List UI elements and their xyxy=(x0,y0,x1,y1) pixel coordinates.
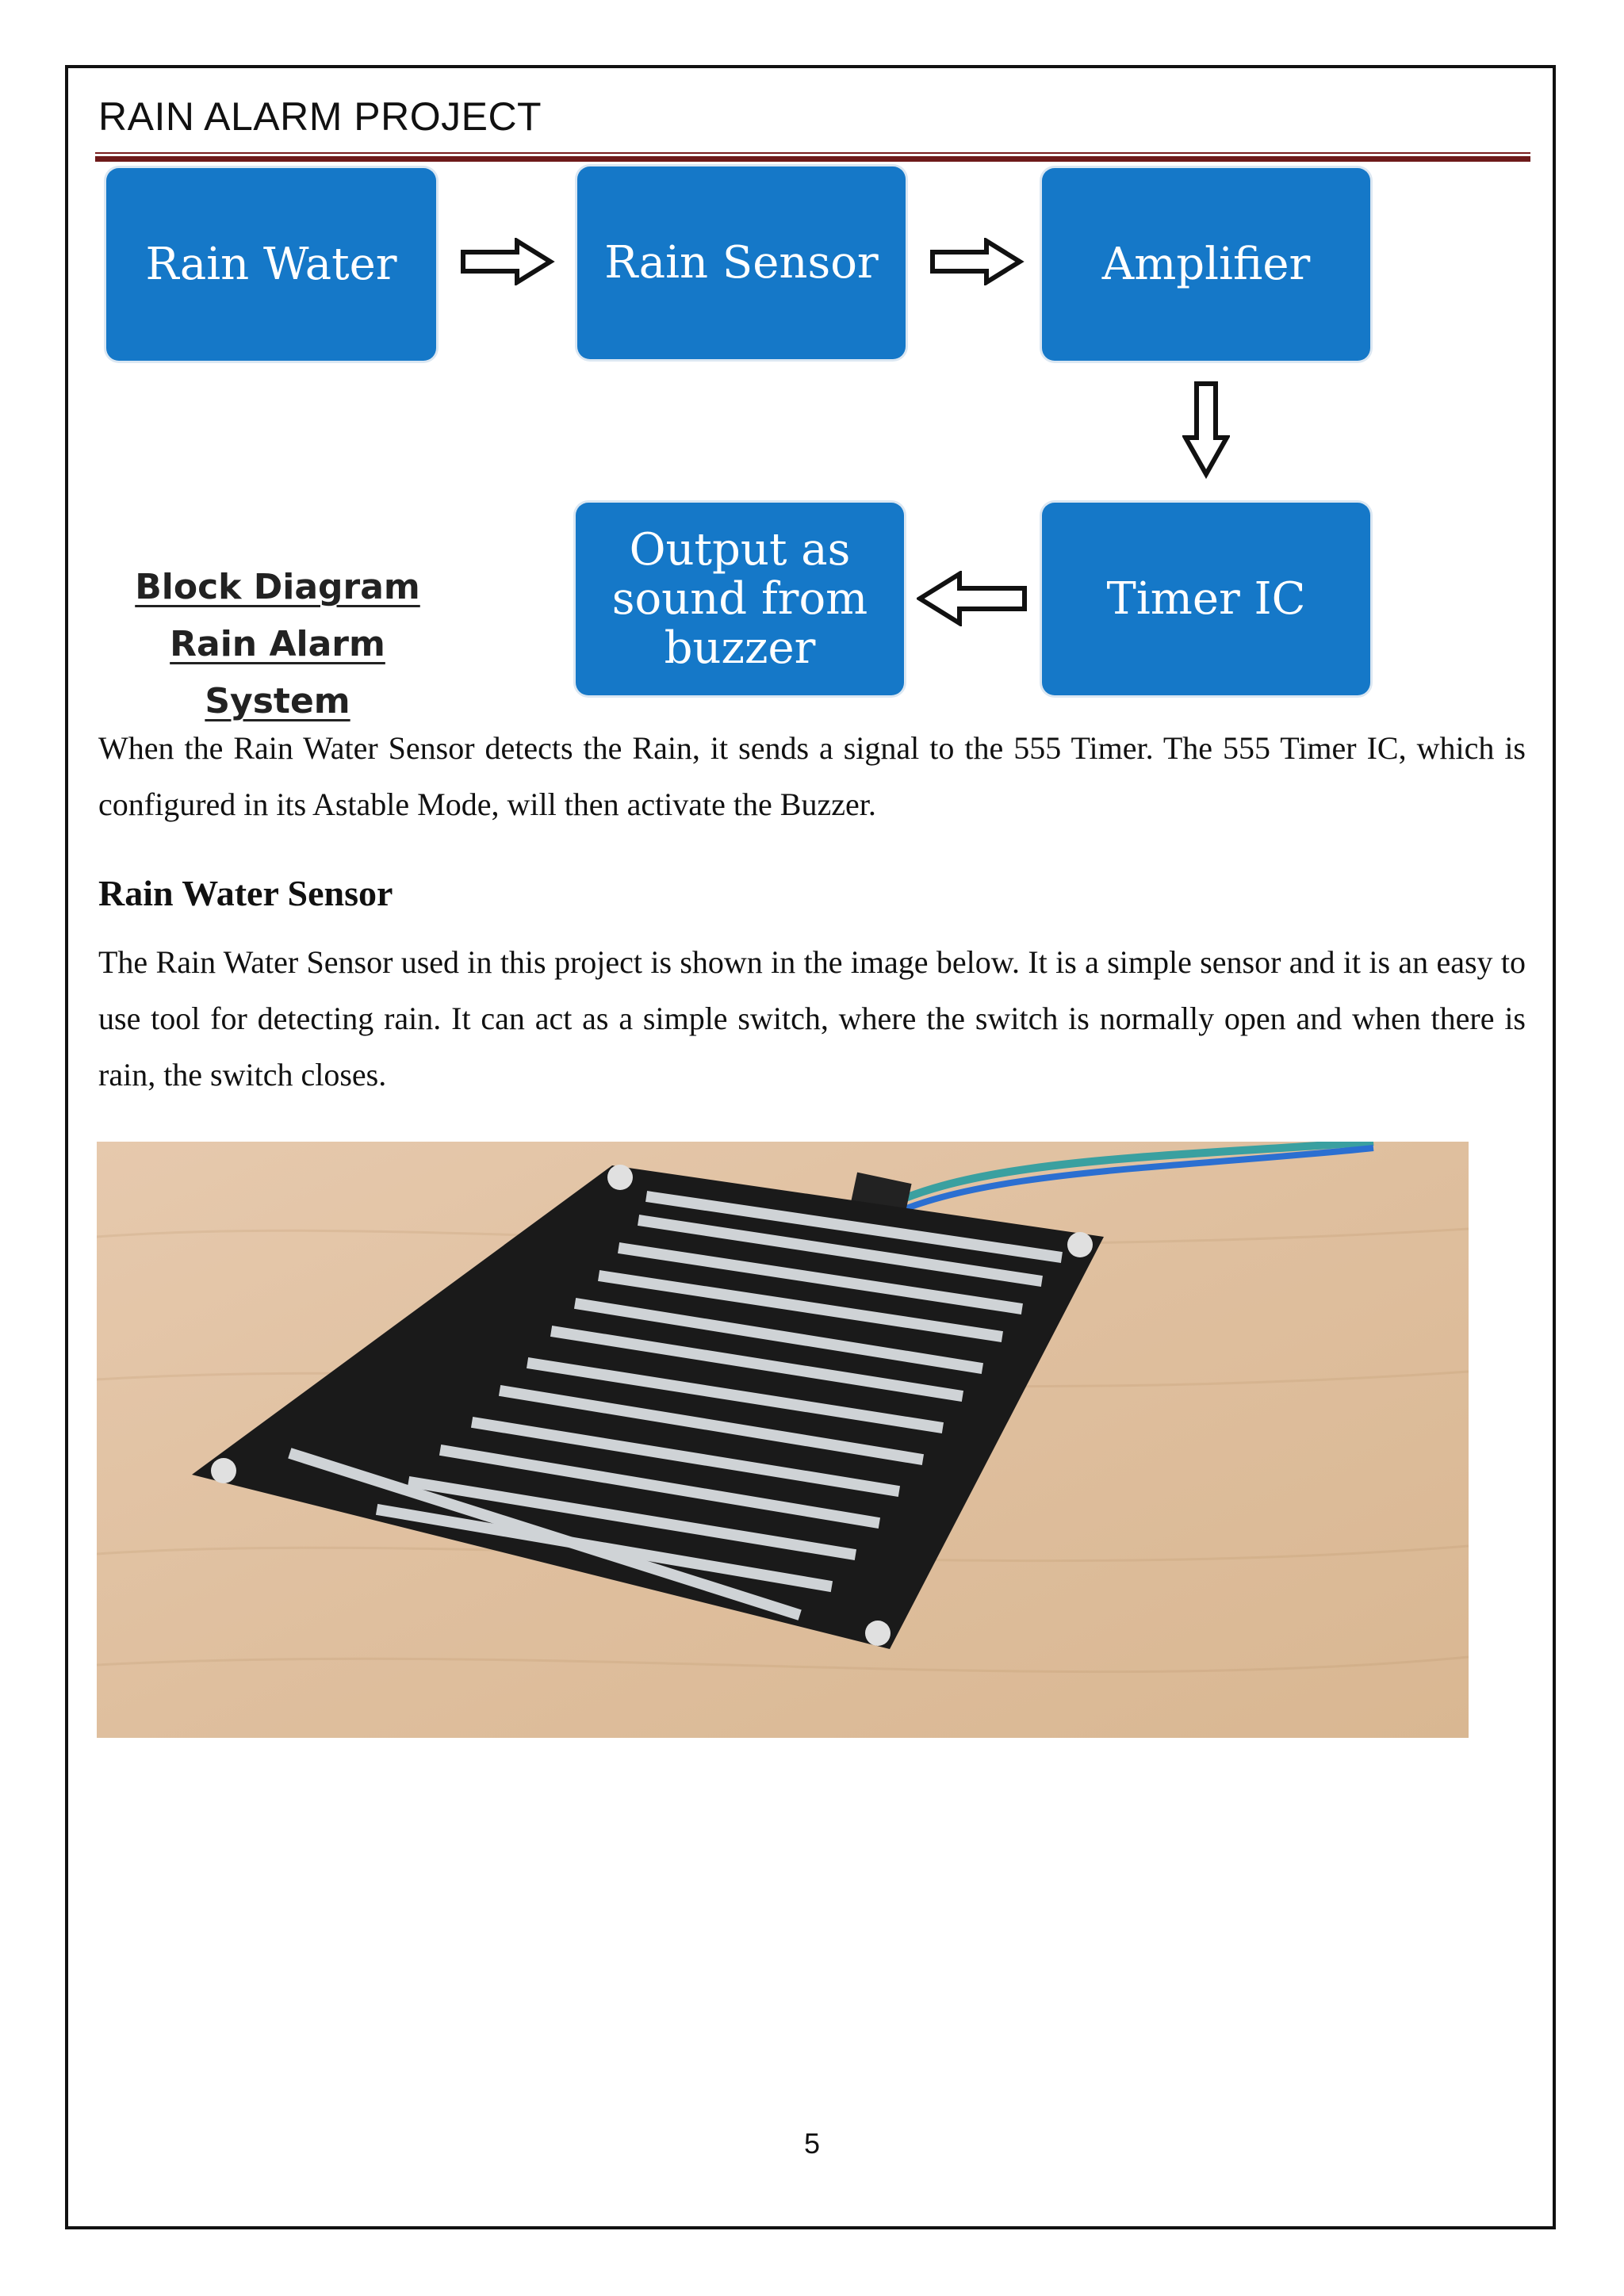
block-timer-ic xyxy=(1042,503,1370,695)
arrow-left-icon xyxy=(917,571,1028,626)
page-number: 5 xyxy=(803,2127,821,2160)
block-timer-ic-label: Timer IC xyxy=(1106,572,1306,625)
section-heading: Rain Water Sensor xyxy=(98,873,393,913)
arrow-right-icon xyxy=(460,238,555,285)
diagram-caption xyxy=(111,559,444,730)
block-output xyxy=(576,503,904,695)
block-rain-sensor xyxy=(577,166,906,359)
arrow-down-icon xyxy=(1182,381,1230,480)
block-rain-sensor-label: Rain Sensor xyxy=(604,236,879,289)
arrow-right-icon xyxy=(929,238,1025,285)
block-diagram xyxy=(95,163,1530,721)
block-amplifier xyxy=(1042,168,1370,361)
block-output-line-1: Output as xyxy=(629,523,851,576)
rain-sensor-photo xyxy=(97,1142,1469,1738)
block-output-line-2: sound from xyxy=(611,572,868,625)
block-rain-water-label: Rain Water xyxy=(145,238,397,290)
section-paragraph: The Rain Water Sensor used in this project is shown in the image below. It is a simple sensor and it is an easy to use tool for detecting rain. It can act as a simple switch, where the switch is normally open and when there is rain, the switch closes. xyxy=(98,944,1526,1093)
block-amplifier-label: Amplifier xyxy=(1101,238,1311,290)
header-rule xyxy=(95,152,1530,162)
block-rain-water xyxy=(106,168,436,361)
diagram-caption-line-1: Block Diagram xyxy=(135,567,420,607)
page-header-title: RAIN ALARM PROJECT xyxy=(98,94,542,139)
block-output-line-3: buzzer xyxy=(664,622,816,674)
diagram-caption-line-2: Rain Alarm System xyxy=(170,624,385,721)
intro-paragraph: When the Rain Water Sensor detects the Rain, it sends a signal to the 555 Timer. The 555 Timer IC, which is configured in its Astable Mode, will then activate the Buzzer. xyxy=(98,730,1526,822)
